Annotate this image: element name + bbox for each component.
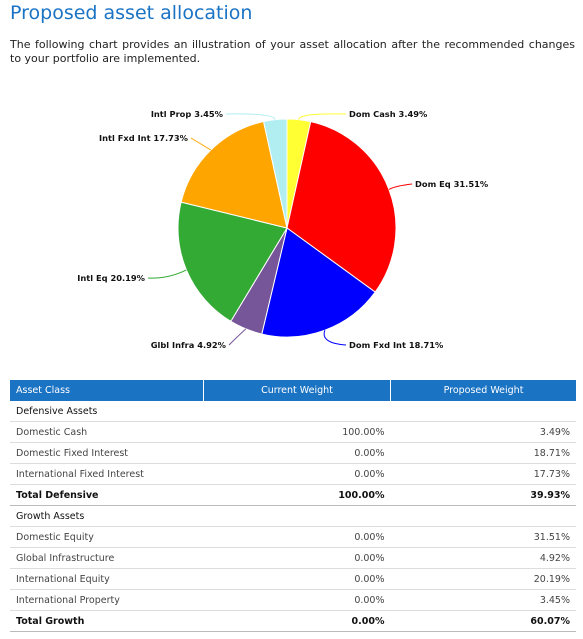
page-title: Proposed asset allocation — [10, 2, 253, 24]
current-weight-cell: 0.00% — [204, 464, 391, 485]
slice-label: Intl Eq 20.19% — [77, 273, 145, 283]
table-row — [10, 527, 576, 548]
slice-label: Intl Prop 3.45% — [150, 109, 223, 119]
table-row — [10, 548, 576, 569]
proposed-weight-cell: 31.51% — [391, 527, 577, 548]
slice-label: Dom Fxd Int 18.71% — [349, 340, 444, 350]
table-row — [10, 569, 576, 590]
header-asset-class: Asset Class — [10, 380, 204, 401]
table-row — [10, 590, 576, 611]
header-proposed-weight: Proposed Weight — [391, 380, 577, 401]
label-connector — [191, 138, 211, 150]
asset-class-cell: International Fixed Interest — [10, 464, 204, 485]
asset-class-cell: Domestic Equity — [10, 527, 204, 548]
section-row-defensive — [10, 401, 576, 422]
proposed-weight-cell: 20.19% — [391, 569, 577, 590]
current-weight-cell: 100.00% — [204, 422, 391, 443]
intro-text: The following chart provides an illustration of your asset allocation after the recommended changes to your portfolio are implemented. — [10, 38, 575, 65]
asset-class-cell: International Property — [10, 590, 204, 611]
current-weight-cell: 0.00% — [204, 548, 391, 569]
slice-label: Dom Eq 31.51% — [415, 179, 489, 189]
total-current-cell: 100.00% — [204, 485, 391, 506]
proposed-weight-cell: 4.92% — [391, 548, 577, 569]
section-heading: Defensive Assets — [10, 401, 576, 422]
total-row-defensive — [10, 485, 576, 506]
slice-label: Dom Cash 3.49% — [349, 109, 428, 119]
label-connector — [148, 270, 186, 278]
section-row-growth — [10, 506, 576, 527]
proposed-weight-cell: 3.45% — [391, 590, 577, 611]
section-heading: Growth Assets — [10, 506, 576, 527]
total-row-growth — [10, 611, 576, 632]
proposed-weight-cell: 18.71% — [391, 443, 577, 464]
header-current-weight: Current Weight — [204, 380, 391, 401]
current-weight-cell: 0.00% — [204, 590, 391, 611]
asset-class-cell: Domestic Cash — [10, 422, 204, 443]
asset-class-cell: Global Infrastructure — [10, 548, 204, 569]
proposed-weight-cell: 3.49% — [391, 422, 577, 443]
asset-class-cell: International Equity — [10, 569, 204, 590]
label-connector — [299, 114, 346, 120]
label-connector — [389, 184, 412, 189]
total-label-cell: Total Defensive — [10, 485, 204, 506]
label-connector — [229, 329, 246, 345]
allocation-table — [10, 380, 576, 632]
label-connector — [324, 330, 346, 345]
current-weight-cell: 0.00% — [204, 569, 391, 590]
asset-class-cell: Domestic Fixed Interest — [10, 443, 204, 464]
table-row — [10, 422, 576, 443]
current-weight-cell: 0.00% — [204, 443, 391, 464]
allocation-pie-chart — [0, 90, 583, 370]
label-connector — [226, 114, 275, 120]
total-proposed-cell: 60.07% — [391, 611, 577, 632]
total-label-cell: Total Growth — [10, 611, 204, 632]
proposed-weight-cell: 17.73% — [391, 464, 577, 485]
slice-label: Intl Fxd Int 17.73% — [99, 133, 188, 143]
table-header-row — [10, 380, 576, 401]
table-row — [10, 464, 576, 485]
current-weight-cell: 0.00% — [204, 527, 391, 548]
table-row — [10, 443, 576, 464]
total-proposed-cell: 39.93% — [391, 485, 577, 506]
slice-label: Glbl Infra 4.92% — [150, 340, 226, 350]
total-current-cell: 0.00% — [204, 611, 391, 632]
